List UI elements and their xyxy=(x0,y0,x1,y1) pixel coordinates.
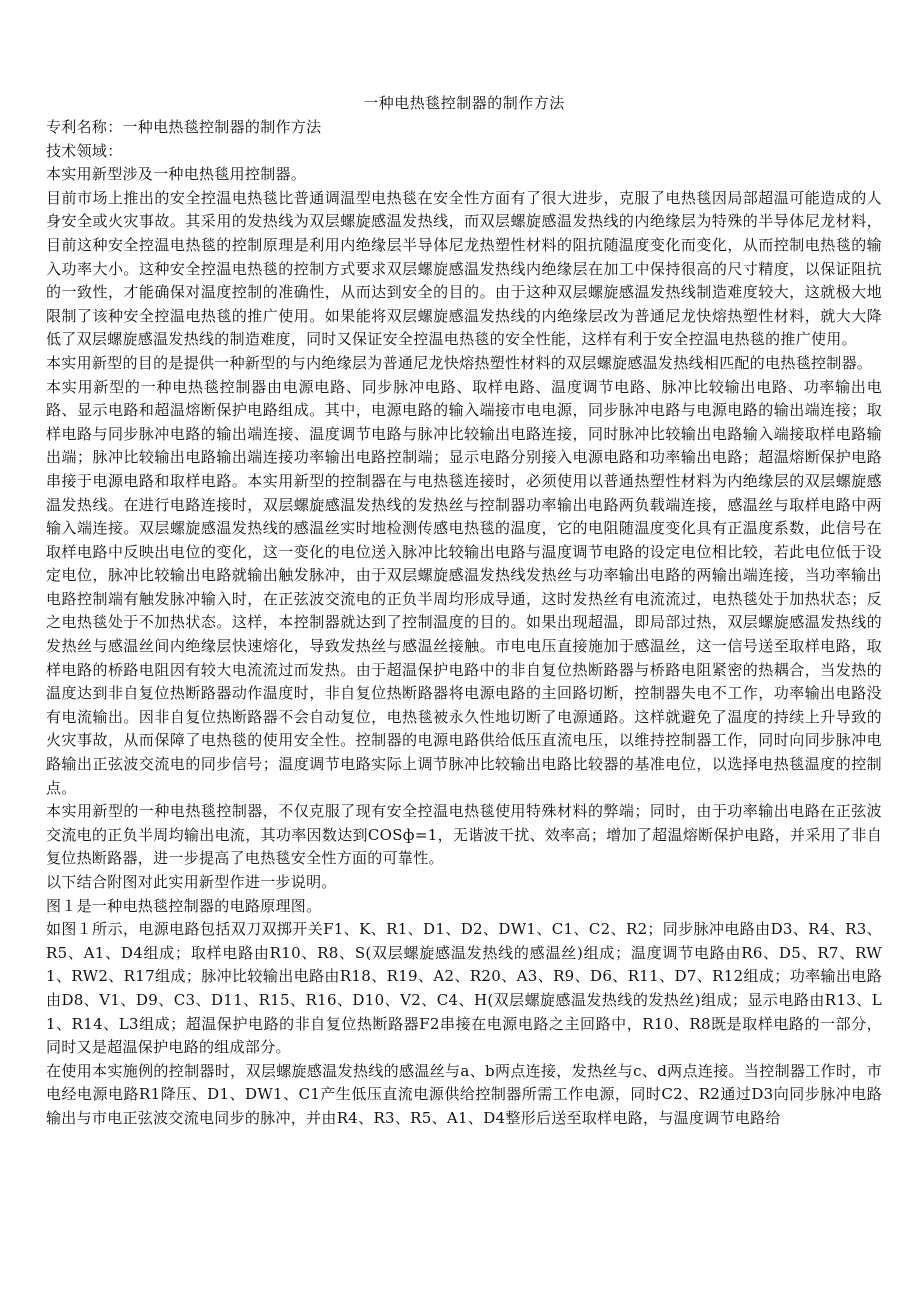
figure-caption-paragraph: 图１是一种电热毯控制器的电路原理图。 xyxy=(46,896,322,915)
advantages-paragraph: 本实用新型的一种电热毯控制器，不仅克服了现有安全控温电热毯使用特殊材料的弊端；同时，由于功率输出电路在正弦波交流电的正负半周均输出电流，其功率因数达到COSф=1，无谐波干扰、效率高；增加了超温熔断保护电路，并采用了非自复位热断路器，进一步提高了电热毯安全性方面的可靠性。 xyxy=(46,802,882,868)
purpose-paragraph: 本实用新型的目的是提供一种新型的与内绝缘层为普通尼龙快熔热塑性材料的双层螺旋感温发热线相匹配的电热毯控制器。 xyxy=(46,353,873,372)
summary-paragraph: 本实用新型的一种电热毯控制器由电源电路、同步脉冲电路、取样电路、温度调节电路、脉冲比较输出电路、功率输出电路、显示电路和超温熔断保护电路组成。其中，电源电路的输入端接市电电源，同步脉冲电路与电源电路的输出端连接；取样电路与同步脉冲电路的输出端连接、温度调节电路与脉冲比较输出电路连接，同时脉冲比较输出电路输入端接取样电路输出端；脉冲比较输出电路输出端连接功率输出电路控制端；显示电路分别接入电源电路和功率输出电路；超温熔断保护电路串接于电源电路和取样电路。本实用新型的控制器在与电热毯连接时，必须使用以普通热塑性材料为内绝缘层的双层螺旋感温发热线。在进行电路连接时，双层螺旋感温发热线的发热丝与控制器功率输出电路两负载端连接，感温丝与取样电路中两输入端连接。双层螺旋感温发热线的感温丝实时地检测传感电热毯的温度，它的电阻随温度变化具有正温度系数，此信号在取样电路中反映出电位的变化，这一变化的电位送入脉冲比较输出电路与温度调节电路的设定电位相比较，若此电位低于设定电位，脉冲比较输出电路就输出触发脉冲，由于双层螺旋感温发热线发热丝与功率输出电路的两输出端连接，当功率输出电路控制端有触发脉冲输入时，在正弦波交流电的正负半周均形成导通，这时发热丝有电流流过，电热毯处于加热状态；反之电热毯处于不加热状态。这样，本控制器就达到了控制温度的目的。如果出现超温，即局部过热，双层螺旋感温发热线的发热丝与感温丝间内绝缘层快速熔化，导致发热丝与感温丝接触。市电电压直接施加于感温丝，这一信号送至取样电路，取样电路的桥路电阻因有较大电流流过而发热。由于超温保护电路中的非自复位热断路器与桥路电阻紧密的热耦合，当发热的温度达到非自复位热断路器动作温度时，非自复位热断路器将电源电路的主回路切断，控制器失电不工作，功率输出电路没有电流输出。因非自复位热断路器不会自动复位，电热毯被永久性地切断了电源通路。这样就避免了温度的持续上升导致的火灾事故，从而保障了电热毯的使用安全性。控制器的电源电路供给低压直流电压，以维持控制器工作，同时向同步脉冲电路输出正弦波交流电的同步信号；温度调节电路实际上调节脉冲比较输出电路比较器的基准电位，以选择电热毯温度的控制点。 xyxy=(46,377,882,797)
technical-field-paragraph: 本实用新型涉及一种电热毯用控制器。 xyxy=(46,165,307,184)
document-title: 一种电热毯控制器的制作方法 xyxy=(363,94,565,112)
background-paragraph: 目前市场上推出的安全控温电热毯比普通调温型电热毯在安全性方面有了很大进步，克服了电热毯因局部超温可能造成的人身安全或火灾事故。其采用的发热线为双层螺旋感温发热线，而双层螺旋感温发热线的内绝缘层为特殊的半导体尼龙材料，目前这种安全控温电热毯的控制原理是利用内绝缘层半导体尼龙热塑性材料的阻抗随温度变化而变化，从而控制电热毯的输入功率大小。这种安全控温电热毯的控制方式要求双层螺旋感温发热线内绝缘层在加工中保持很高的尺寸精度，以保证阻抗的一致性，才能确保对温度控制的准确性，从而达到安全的目的。由于这种双层螺旋感温发热线制造难度较大，这就极大地限制了该种安全控温电热毯的推广使用。如果能将双层螺旋感温发热线的内绝缘层改为普通尼龙快熔热塑性材料，就大大降低了双层螺旋感温发热线的制造难度，同时又保证安全控温电热毯的安全性能，这样有利于安全控温电热毯的推广使用。 xyxy=(46,188,882,349)
figure-intro-paragraph: 以下结合附图对此实用新型作进一步说明。 xyxy=(46,873,337,891)
circuit-description-paragraph: 如图１所示，电源电路包括双刀双掷开关F1、K、R1、D1、D2、DW1、C1、C2、R2；同步脉冲电路由D3、R4、R3、R5、A1、D4组成；取样电路由R10、R8、S(双层螺旋感温发热线的感温丝)组成；温度调节电路由R6、D5、R7、RW1、RW2、R17组成；脉冲比较输出电路由R18、R19、A2、R20、A3、R9、D6、R11、D7、R12组成；功率输出电路由D8、V1、D9、C3、D11、R15、R16、D10、V2、C4、H(双层螺旋感温发热线的发热丝)组成；显示电路由R13、L1、R14、L3组成；超温保护电路的非自复位热断路器F2串接在电源电路之主回路中，R10、R8既是取样电路的一部分，同时又是超温保护电路的组成部分。 xyxy=(46,920,882,1057)
document-page xyxy=(46,91,882,1131)
patent-name-line: 专利名称：一种电热毯控制器的制作方法 xyxy=(46,118,322,136)
usage-paragraph: 在使用本实施例的控制器时，双层螺旋感温发热线的感温丝与a、b两点连接，发热丝与c、d两点连接。当控制器工作时，市电经电源电路R1降压、D1、DW1、C1产生低压直流电源供给控制器所需工作电源，同时C2、R2通过D3向同步脉冲电路输出与市电正弦波交流电同步的脉冲，并由R4、R3、R5、A1、D4整形后送至取样电路，与温度调节电路给 xyxy=(46,1061,882,1127)
technical-field-heading: 技术领域： xyxy=(46,141,123,160)
